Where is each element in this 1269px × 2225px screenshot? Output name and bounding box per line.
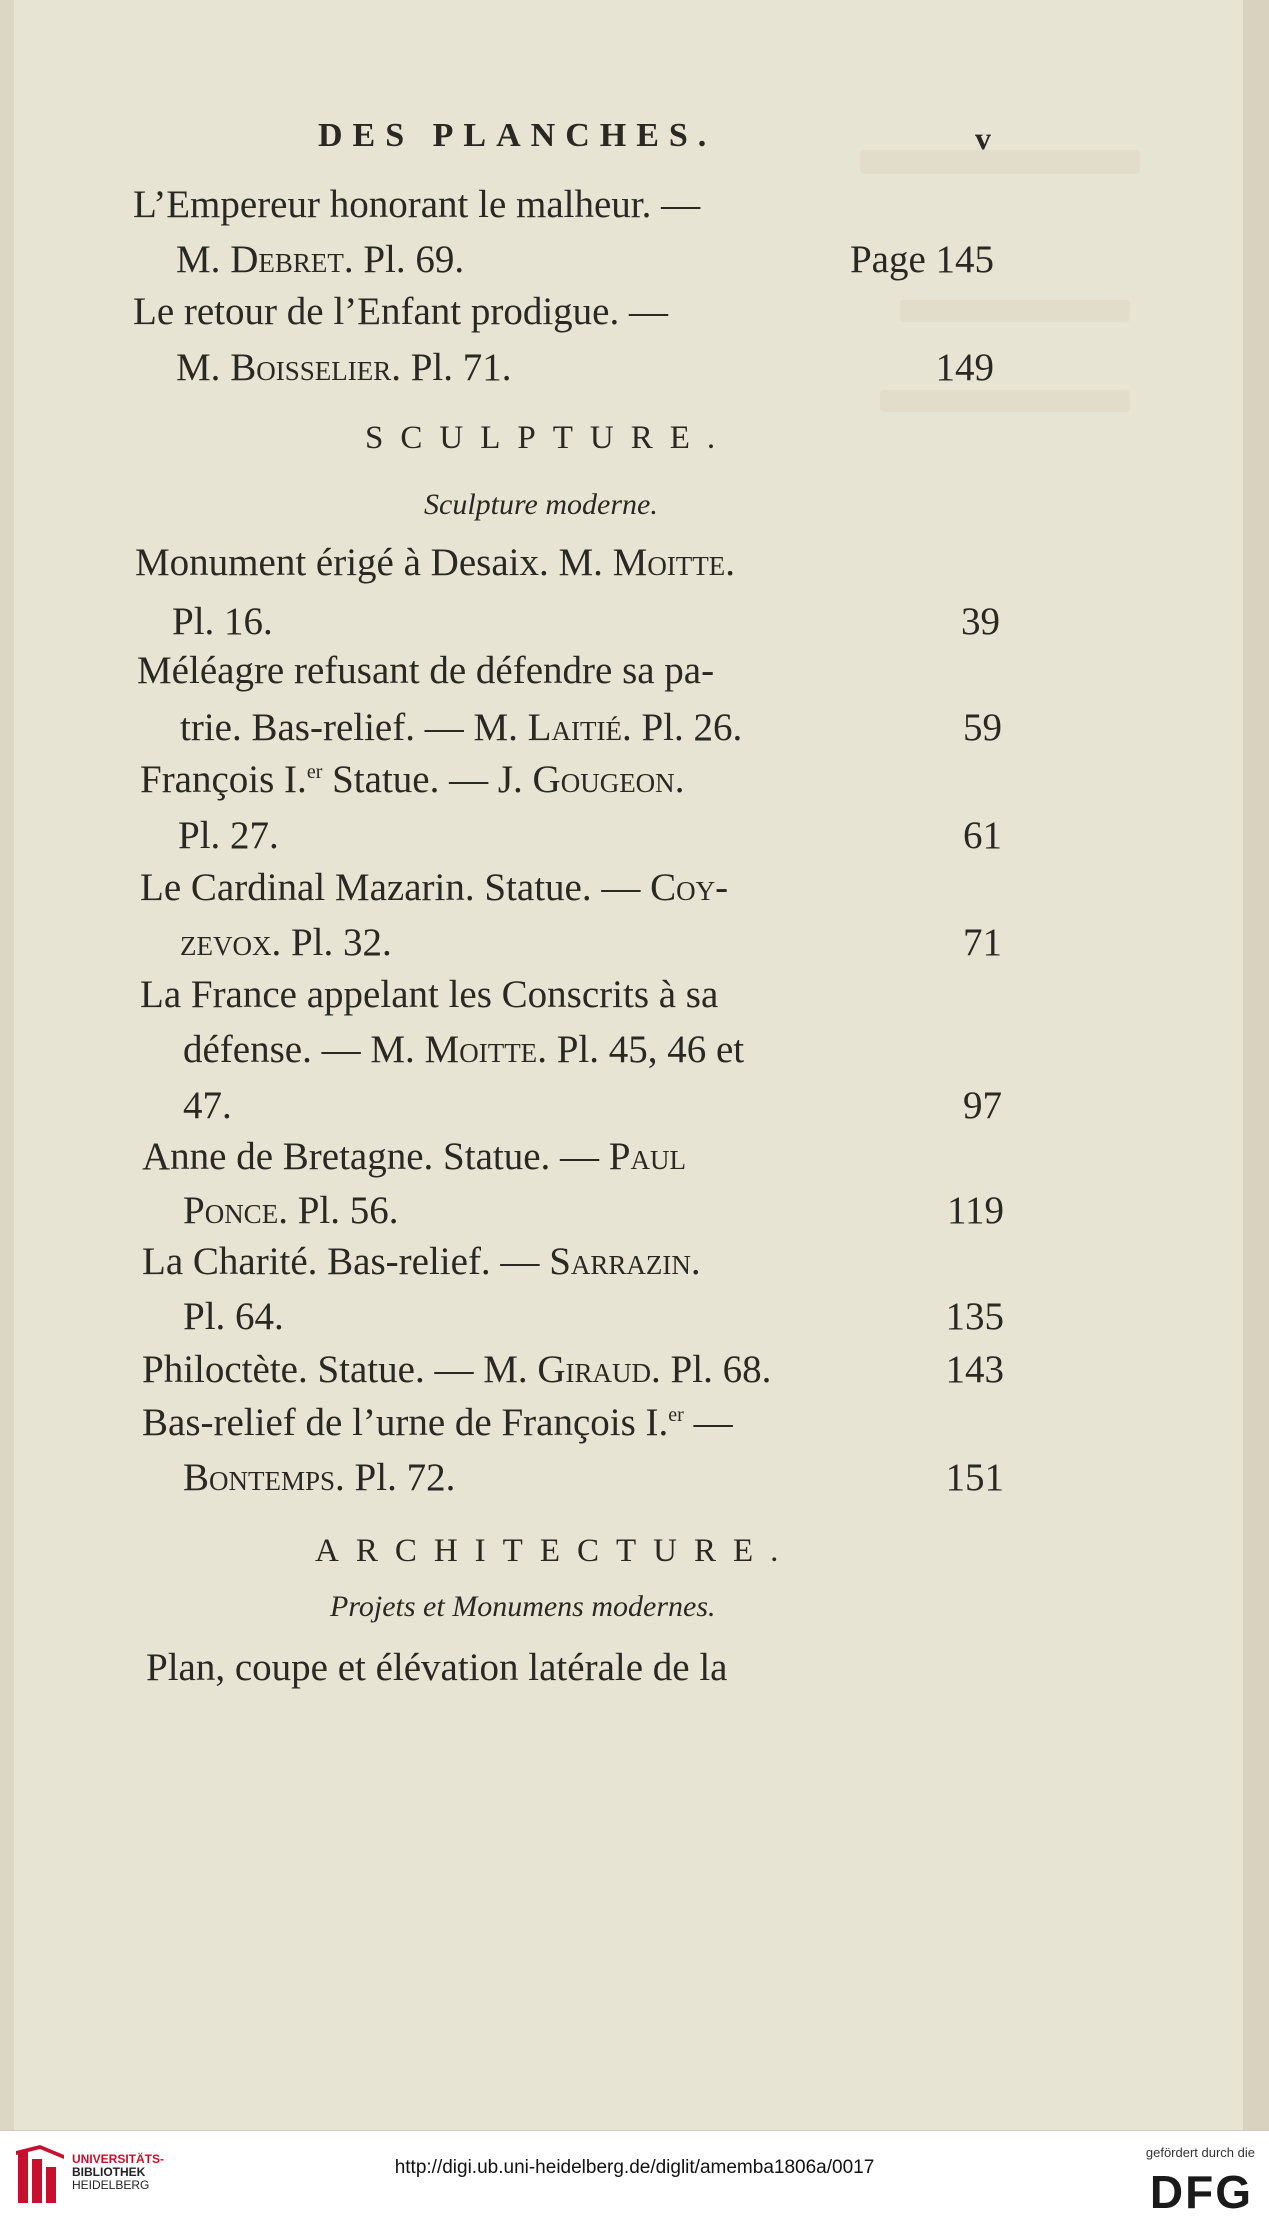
section-title-architecture: ARCHITECTURE. — [315, 1533, 796, 1569]
folio-number: v — [975, 120, 991, 156]
entry-line: Bas-relief de l’urne de François I.$^{er}$ — — [142, 1401, 733, 1444]
entry-line: trie. Bas-relief. — M. Laitié. Pl. 26. — [180, 706, 743, 749]
entry-line: M. Debret. Pl. 69. — [176, 238, 465, 281]
section-title-sculpture: SCULPTURE. — [365, 420, 733, 456]
entry-line: zevox. Pl. 32. — [180, 921, 392, 964]
entry-line: M. Boisselier. Pl. 71. — [176, 346, 512, 389]
section-subtitle: Projets et Monumens modernes. — [330, 1590, 716, 1623]
entry-line: Philoctète. Statue. — M. Giraud. Pl. 68. — [142, 1348, 772, 1391]
entry-line: Pl. 64. — [183, 1295, 284, 1338]
page-number: 61 — [963, 814, 1002, 857]
page-number: 119 — [946, 1189, 1004, 1232]
entry-line: L’Empereur honorant le malheur. — — [133, 183, 701, 226]
page-number: 71 — [963, 921, 1002, 964]
page-number: Page 145 — [849, 238, 994, 281]
page-number: 135 — [945, 1295, 1004, 1338]
page-number: 59 — [963, 706, 1002, 749]
entry-line: Ponce. Pl. 56. — [183, 1189, 399, 1232]
entry-line: défense. — M. Moitte. Pl. 45, 46 et — [183, 1028, 745, 1071]
page-left-edge — [0, 0, 14, 2130]
library-name: UNIVERSITÄTS- BIBLIOTHEK HEIDELBERG — [72, 2152, 165, 2192]
bleed-through-mark — [900, 300, 1130, 322]
entry-line: Bontemps. Pl. 72. — [183, 1456, 456, 1499]
bleed-through-mark — [860, 150, 1140, 174]
page-number: 39 — [961, 600, 1000, 643]
page-number: 143 — [945, 1348, 1004, 1391]
page-number: 149 — [935, 346, 994, 389]
dfg-logo: DFG — [1149, 2166, 1253, 2218]
page-right-edge — [1243, 0, 1269, 2130]
section-subtitle: Sculpture moderne. — [424, 488, 658, 521]
sponsor-caption: gefördert durch die — [1145, 2145, 1255, 2160]
entry-line: Anne de Bretagne. Statue. — Paul — [142, 1135, 686, 1178]
entry-line: François I.$^{er}$ Statue. — J. Gougeon. — [140, 758, 685, 801]
entry-line: Le retour de l’Enfant prodigue. — — [133, 290, 668, 333]
page-number: 151 — [945, 1456, 1004, 1499]
entry-line: Monument érigé à Desaix. M. Moitte. — [135, 541, 736, 584]
entry-line: La Charité. Bas-relief. — Sarrazin. — [142, 1240, 701, 1283]
entry-line: Pl. 27. — [178, 814, 279, 857]
permalink-url[interactable]: http://digi.ub.uni-heidelberg.de/diglit/amemba1806a/0017 — [394, 2157, 875, 2178]
entry-line: La France appelant les Conscrits à sa — [140, 973, 719, 1016]
entry-line: Pl. 16. — [172, 600, 273, 643]
footer-bar — [0, 2130, 1269, 2225]
bleed-through-mark — [880, 390, 1130, 412]
entry-line: Plan, coupe et élévation latérale de la — [146, 1646, 728, 1689]
running-header: DES PLANCHES. — [318, 117, 717, 154]
entry-line: Le Cardinal Mazarin. Statue. — Coy- — [140, 866, 729, 909]
entry-line: 47. — [183, 1084, 232, 1127]
page-number: 97 — [963, 1084, 1002, 1127]
entry-line: Méléagre refusant de défendre sa pa- — [137, 649, 715, 692]
